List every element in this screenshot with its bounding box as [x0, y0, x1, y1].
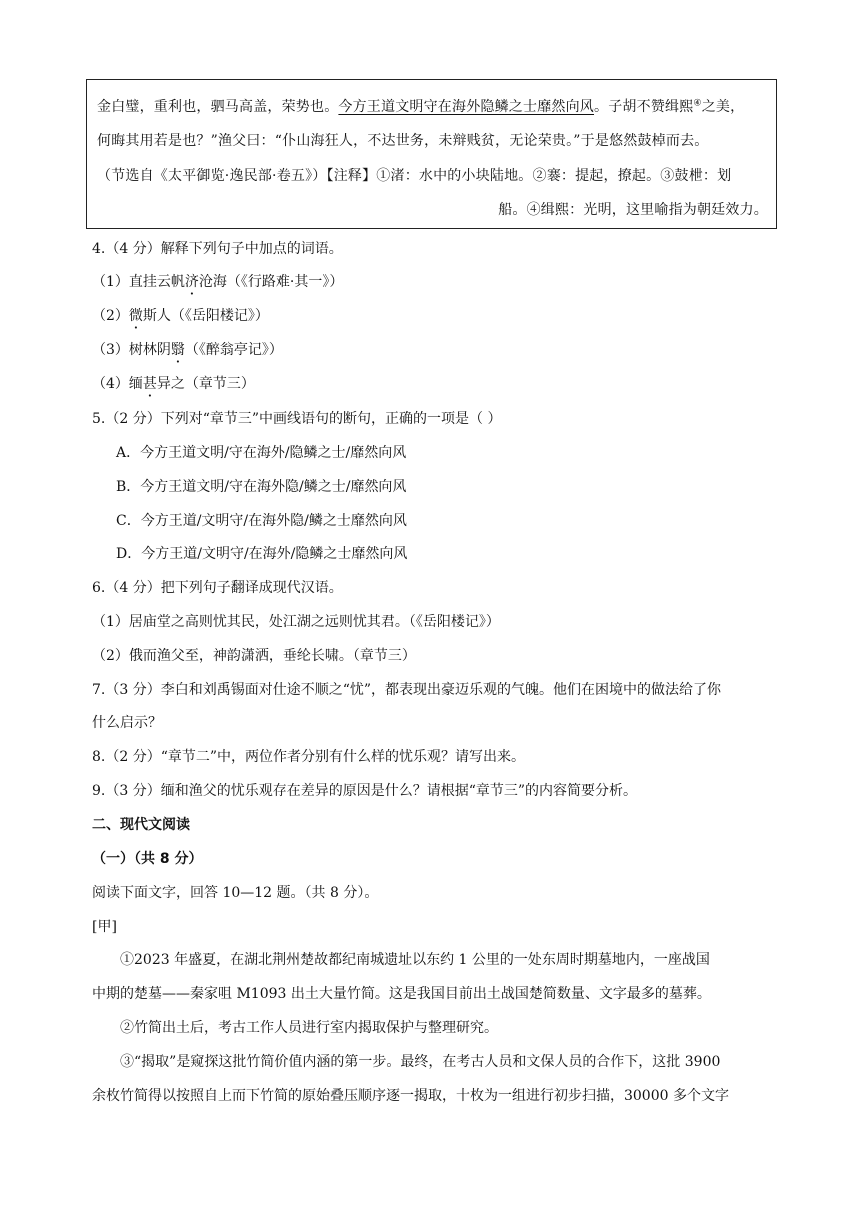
passage-text: 。子胡不赞缉熙: [594, 99, 694, 115]
paragraph-1-line-2: 中期的楚墓——秦家咀 M1093 出土大量竹简。这是我国目前出土战国楚简数量、文字最多的墓葬。: [92, 986, 711, 1002]
question-6-item-2: （2）俄而渔父至，神韵潇洒，垂纶长啸。（章节三）: [92, 648, 416, 664]
question-5-stem: 5.（2 分）下列对“章节三”中画线语句的断句，正确的一项是（ ）: [92, 411, 502, 427]
question-5-option-d: D．今方王道/文明守/在海外/隐鳞之士靡然向风: [116, 546, 408, 562]
dotted-word: 翳: [170, 342, 185, 358]
question-5-option-a: A．今方王道文明/守在海外/隐鳞之士/靡然向风: [116, 445, 407, 461]
question-6-stem: 6.（4 分）把下列句子翻译成现代汉语。: [92, 580, 343, 596]
paragraph-3-line-2: 余枚竹简得以按照自上而下竹简的原始叠压顺序逐一揭取，十枚为一组进行初步扫描，30000 多个文字: [92, 1088, 729, 1104]
question-8: 8.（2 分）“章节二”中，两位作者分别有什么样的忧乐观？请写出来。: [92, 749, 526, 765]
underlined-sentence: 今方王道文明守在海外隐鳞之士靡然向风: [338, 99, 595, 115]
question-6-item-1: （1）居庙堂之高则忧其民，处江湖之远则忧其君。（《岳阳楼记》）: [92, 614, 500, 630]
paragraph-2: ②竹简出土后，考古工作人员进行室内揭取保护与整理研究。: [120, 1020, 498, 1036]
passage-marker-jia: [甲]: [92, 919, 117, 935]
reading-instruction: 阅读下面文字，回答 10—12 题。（共 8 分）。: [92, 885, 379, 901]
question-4-item-4: [92, 373, 255, 393]
section-heading-modern-reading: 二、现代文阅读: [92, 817, 190, 833]
question-7-line-2: 什么启示？: [92, 715, 162, 731]
passage-notes-continued: 船。④缉熙：光明，这里喻指为朝廷效力。: [498, 202, 768, 218]
question-9: 9.（3 分）缅和渔父的忧乐观存在差异的原因是什么？请根据“章节三”的内容简要分析。: [92, 783, 638, 799]
item-text: （3）树林阴: [92, 342, 171, 358]
note-marker: ④: [693, 98, 702, 109]
question-4-item-2: [92, 305, 269, 325]
classical-passage-box: [86, 79, 777, 229]
paragraph-1-line-1: ①2023 年盛夏，在湖北荆州楚故都纪南城遗址以东约 1 公里的一处东周时期墓地内，一座战国: [120, 952, 710, 968]
question-4-item-3: [92, 339, 283, 359]
passage-line-2: 何晦其用若是也？”渔父曰：“仆山海狂人，不达世务，未辩贱贫，无论荣贵。”于是悠然鼓棹而去。: [97, 133, 709, 149]
item-text: （1）直挂云帆: [92, 274, 185, 290]
passage-text: 之美，: [701, 99, 745, 115]
subsection-heading: （一）（共 8 分）: [92, 851, 203, 867]
passage-line-1: [97, 96, 744, 116]
passage-text: 金白璧，重利也，驷马高盖，荣势也。: [97, 99, 339, 115]
question-5-option-b: B．今方王道文明/守在海外隐/鳞之士/靡然向风: [116, 479, 407, 495]
question-7-line-1: 7.（3 分）李白和刘禹锡面对仕途不顺之“忧”，都表现出豪迈乐观的气魄。他们在困境中的做法给了你: [92, 682, 722, 698]
dotted-word: 甚: [142, 376, 157, 392]
question-5-option-c: C．今方王道/文明守/在海外隐/鳞之士靡然向风: [116, 513, 407, 529]
item-text: 斯人（《岳阳楼记》）: [142, 308, 269, 324]
item-text: （《醉翁亭记》）: [184, 342, 283, 358]
item-text: （4）缅: [92, 376, 143, 392]
item-text: 沧海（《行路难·其一》）: [198, 274, 344, 290]
item-text: 异之（章节三）: [156, 376, 255, 392]
question-4-item-1: [92, 271, 343, 291]
passage-source-and-notes: （节选自《太平御览·逸民部·卷五》）【注释】①渚：水中的小块陆地。②褰：提起，撩起。③鼓枻：划: [97, 168, 732, 184]
dotted-word: 济: [184, 274, 199, 290]
question-4-stem: 4.（4 分）解释下列句子中加点的词语。: [92, 241, 343, 257]
item-text: （2）: [92, 308, 129, 324]
dotted-word: 微: [128, 308, 143, 324]
paragraph-3-line-1: ③“揭取”是窥探这批竹简价值内涵的第一步。最终，在考古人员和文保人员的合作下，这批 3900: [120, 1054, 721, 1070]
